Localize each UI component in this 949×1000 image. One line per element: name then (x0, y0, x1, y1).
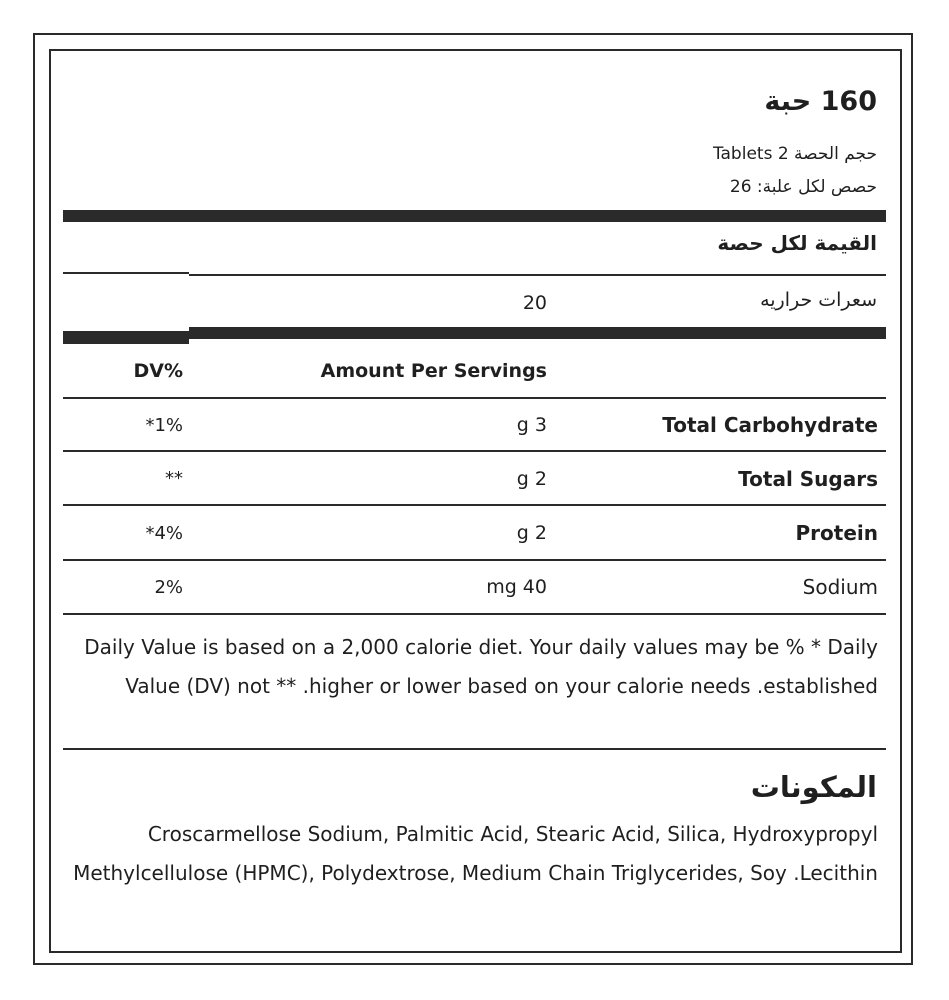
divider (63, 559, 886, 561)
dv-column-header: DV% (133, 360, 183, 382)
divider-short (63, 272, 189, 274)
thick-divider (63, 210, 886, 222)
divider (63, 450, 886, 452)
nutrient-name: Protein (795, 521, 878, 545)
divider (63, 504, 886, 506)
nutrient-amount: g 2 (516, 468, 547, 490)
daily-value-footnote: Daily Value is based on a 2,000 calorie diet. Your daily values may be % * Daily Value (DV) not ** .higher or lower based on your calorie needs .established (84, 635, 878, 698)
nutrient-amount: g 3 (516, 414, 547, 436)
nutrient-name: Total Sugars (738, 467, 878, 491)
nutrient-amount: g 2 (516, 522, 547, 544)
nutrient-dv: ** (165, 468, 183, 489)
divider (63, 748, 886, 750)
tablet-count: 160 حبة (764, 86, 877, 117)
serving-size: حجم الحصة 2 Tablets (712, 144, 877, 164)
divider (189, 274, 886, 276)
divider (63, 397, 886, 399)
ingredients-text: Croscarmellose Sodium, Palmitic Acid, Stearic Acid, Silica, Hydroxypropyl Methylcellulose (HPMC), Polydextrose, Medium Chain Triglycerides, Soy .Lecithin (73, 822, 878, 885)
ingredients-title: المكونات (750, 770, 877, 804)
nutrient-name: Sodium (802, 575, 878, 599)
thick-divider (63, 331, 189, 344)
nutrient-name: Total Carbohydrate (662, 413, 878, 437)
nutrient-dv: 2% (154, 577, 183, 598)
servings-per-container: حصص لكل علبة: 26 (729, 177, 877, 197)
thick-divider (189, 327, 886, 339)
divider (63, 613, 886, 615)
calories-label: سعرات حراريه (760, 289, 877, 311)
amount-column-header: Amount Per Servings (320, 360, 547, 382)
nutrient-amount: mg 40 (486, 576, 547, 598)
nutrient-dv: *4% (145, 523, 183, 544)
nutrient-dv: *1% (145, 415, 183, 436)
per-serving-title: القيمة لكل حصة (717, 231, 877, 255)
calories-value: 20 (522, 292, 547, 314)
